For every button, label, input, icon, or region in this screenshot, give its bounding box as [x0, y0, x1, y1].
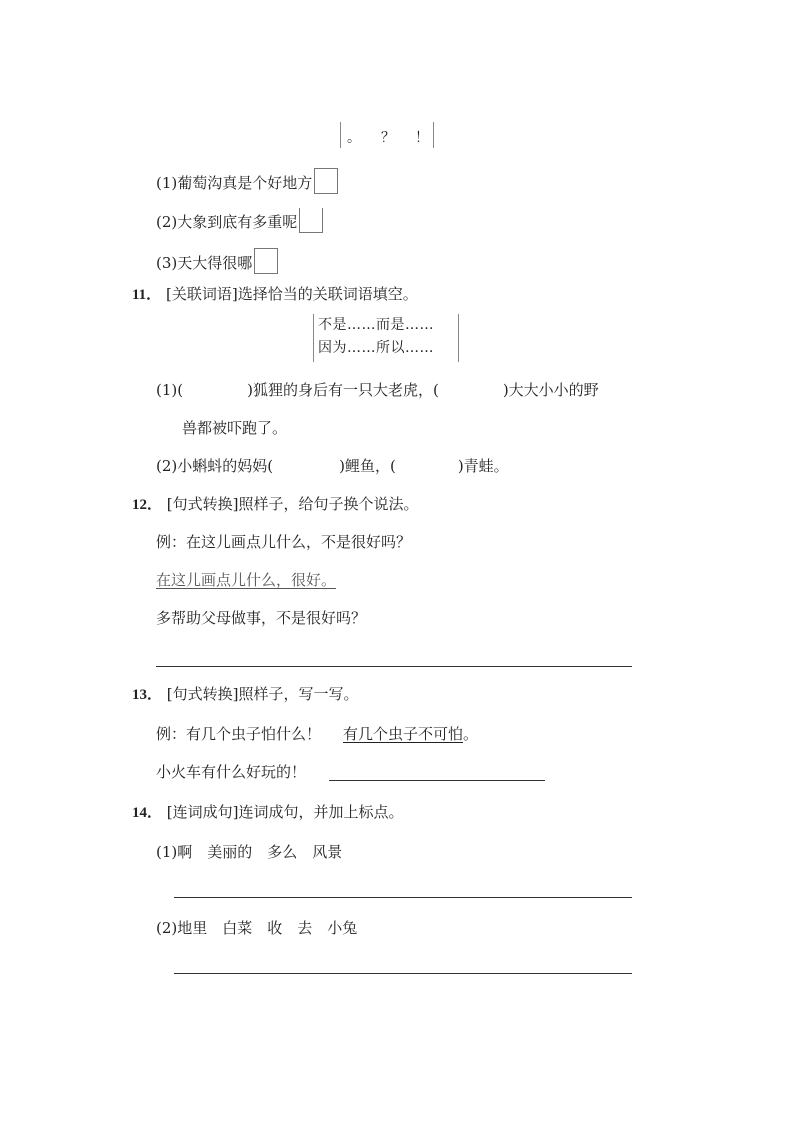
q13-example-end: 。	[463, 725, 479, 743]
answer-box-1[interactable]	[314, 168, 338, 194]
punct-option-period: 。	[347, 130, 361, 146]
q11-item-1-part-b: )狐狸的身后有一只大老虎，(	[247, 381, 439, 399]
conj-option-2: 因为……所以……	[318, 340, 434, 356]
q13-question: 小火车有什么好玩的！	[156, 763, 307, 781]
q12-tag: [句式转换]	[166, 495, 239, 513]
q13-instruction: 照样子，写一写。	[238, 685, 359, 703]
q11-item-2	[156, 456, 509, 476]
q14-number: 14．	[132, 805, 163, 821]
q13-example-answer: 有几个虫子不可怕	[343, 725, 464, 743]
q14-answer-line-2[interactable]	[174, 973, 632, 974]
q12-number: 12．	[132, 497, 163, 513]
q11-number: 11．	[132, 287, 162, 303]
q11-item-2-part-a: (2)小蝌蚪的妈妈(	[156, 457, 274, 475]
conjunction-options-box	[313, 314, 459, 362]
q12-example-answer: 在这儿画点儿什么，很好。	[156, 571, 337, 589]
q10-item-3-text: (3)天大得很哪	[156, 254, 253, 272]
q13-number: 13．	[132, 687, 163, 703]
q14-instruction: 连词成句，并加上标点。	[238, 803, 404, 821]
q13-answer-line[interactable]	[329, 780, 545, 781]
q14-item-2: (2)地里 白菜 收 去 小兔	[156, 919, 358, 937]
q14-item-1: (1)啊 美丽的 多么 风景	[156, 843, 343, 861]
q13-example-text: 例：有几个虫子怕什么！	[156, 725, 322, 743]
q13-heading	[132, 684, 359, 705]
punct-option-question: ？	[381, 130, 395, 146]
q12-question: 多帮助父母做事，不是很好吗？	[156, 609, 367, 627]
q11-item-1-part-c: )大大小小的野	[502, 381, 599, 399]
q10-item-1-text: (1)葡萄沟真是个好地方	[156, 174, 313, 192]
q11-item-1-part-a: (1)(	[156, 381, 184, 399]
answer-box-2[interactable]	[299, 208, 323, 233]
punctuation-options-box	[340, 122, 434, 148]
q14-answer-line-1[interactable]	[174, 897, 632, 898]
q10-item-2-text: (2)大象到底有多重呢	[156, 213, 298, 231]
q11-tag: [关联词语]	[165, 285, 238, 303]
q11-item-1-cont: 兽都被吓跑了。	[182, 419, 288, 437]
q12-answer-line[interactable]	[156, 666, 632, 667]
q11-item-1	[156, 380, 599, 400]
q12-instruction: 照样子，给句子换个说法。	[238, 495, 419, 513]
conj-option-1: 不是……而是……	[318, 317, 434, 333]
q12-example: 例：在这儿画点儿什么，不是很好吗？	[156, 533, 412, 551]
q11-item-2-part-c: )青蛙。	[457, 457, 509, 475]
q10-item-3	[156, 248, 278, 274]
q14-tag: [连词成句]	[166, 803, 239, 821]
q10-item-2	[156, 208, 323, 233]
answer-box-3[interactable]	[254, 248, 278, 274]
q13-example	[156, 724, 478, 744]
q11-instruction: 选择恰当的关联词语填空。	[237, 285, 418, 303]
q11-item-2-part-b: )鲤鱼，(	[339, 457, 396, 475]
q14-heading	[132, 802, 404, 823]
q11-heading	[132, 284, 418, 305]
punct-option-exclaim: ！	[415, 130, 429, 146]
q13-tag: [句式转换]	[166, 685, 239, 703]
q10-item-1	[156, 168, 338, 194]
q12-heading	[132, 494, 419, 515]
